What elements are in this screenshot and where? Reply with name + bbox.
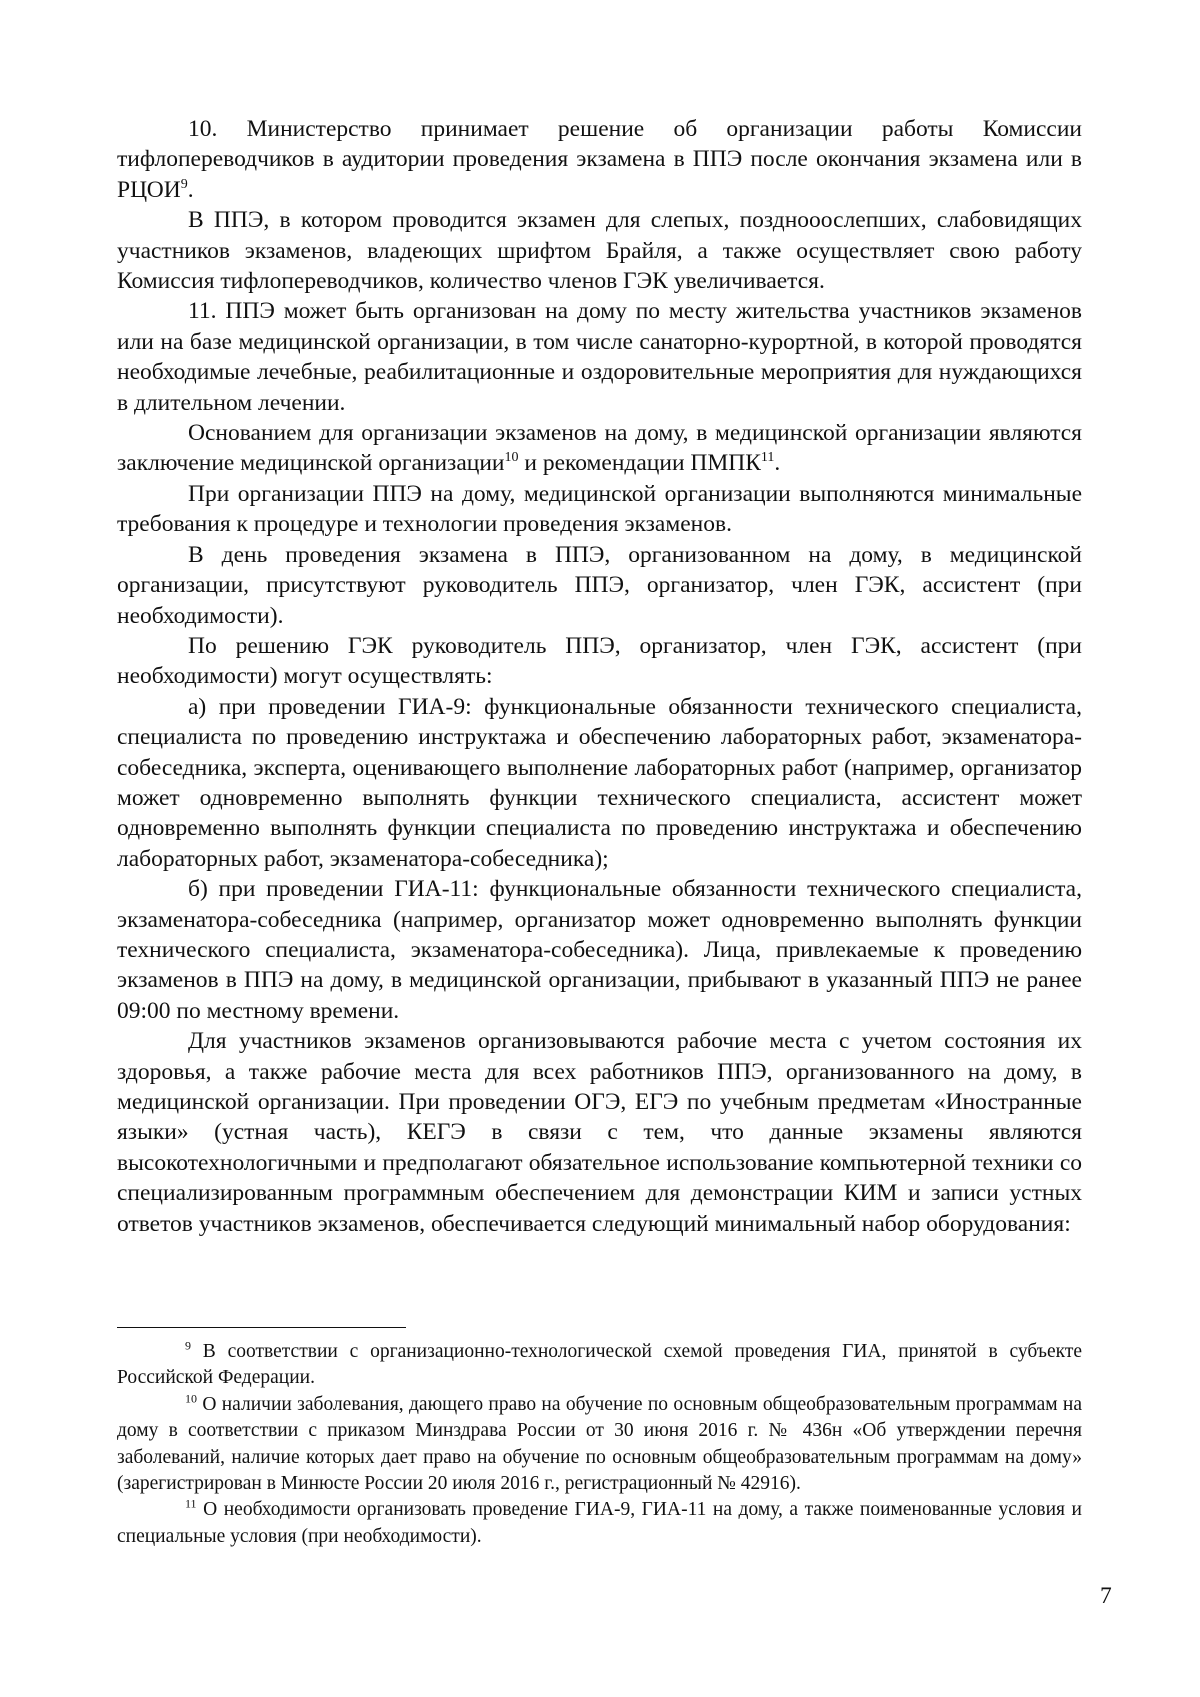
paragraph-basis (117, 418, 1082, 479)
paragraph-text: 10. Министерство принимает решение об организации работы Комиссии тифлопереводчиков в аудитории проведения экзамена в ППЭ после окончания экзамена или в РЦОИ (117, 116, 1082, 203)
paragraph-text: Основанием для организации экзаменов на дому, в медицинской организации являются заключение медицинской организации (117, 420, 1082, 477)
page-number: 7 (1100, 1583, 1112, 1609)
paragraph-braille: В ППЭ, в котором проводится экзамен для слепых, позднооослепших, слабовидящих участников экзаменов, владеющих шрифтом Брайля, а также осуществляет свою работу Комиссия тифлопереводчиков, количество членов ГЭК увеличивается. (117, 207, 1082, 295)
footnote-number: 11 (185, 1496, 197, 1511)
paragraph-11: 11. ППЭ может быть организован на дому по месту жительства участников экзаменов или на базе медицинской организации, в том числе санаторно-курортной, в которой проводятся необходимые лечебные, реабилитационные и оздоровительные мероприятия для нуждающихся в длительном лечении. (117, 298, 1082, 416)
footnote-11 (117, 1497, 1082, 1550)
body-text (117, 114, 1082, 1239)
paragraph-exam-day: В день проведения экзамена в ППЭ, организованном на дому, в медицинской организации, присутствуют руководитель ППЭ, организатор, член ГЭК, ассистент (при необходимости). (117, 541, 1082, 629)
paragraph-item-b: б) при проведении ГИА-11: функциональные обязанности технического специалиста, экзаменатора-собеседника (например, организатор может одновременно выполнять функции технического специалиста, экзаменатора-собеседника). Лица, привлекаемые к проведению экзаменов в ППЭ на дому, в медицинской организации, прибывают в указанный ППЭ не ранее 09:00 по местному времени. (117, 876, 1082, 1024)
paragraph-workplaces: Для участников экзаменов организовываются рабочие места с учетом состояния их здоровья, а также рабочие места для всех работников ППЭ, организованного на дому, в медицинской организации. При проведении ОГЭ, ЕГЭ по учебным предметам «Иностранные языки» (устная часть), КЕГЭ в связи с тем, что данные экзамены являются высокотехнологичными и предполагают обязательное использование компьютерной техники со специализированным программным обеспечением для демонстрации КИМ и записи устных ответов участников экзаменов, обеспечивается следующий минимальный набор оборудования: (117, 1028, 1082, 1237)
paragraph-requirements: При организации ППЭ на дому, медицинской организации выполняются минимальные требования к процедуре и технологии проведения экзаменов. (117, 480, 1082, 538)
footnote-ref-10: 10 (504, 450, 519, 466)
paragraph-text-end: . (774, 450, 781, 477)
footnotes (117, 1339, 1082, 1550)
footnote-number: 10 (185, 1391, 197, 1406)
footnote-divider (117, 1327, 406, 1328)
footnote-ref-11: 11 (760, 450, 775, 466)
footnote-text: О необходимости организовать проведение ГИА-9, ГИА-11 на дому, а также поименованные условия и специальные условия (при необходимости). (117, 1499, 1082, 1547)
footnote-10 (117, 1392, 1082, 1498)
footnote-text: В соответствии с организационно-технологической схемой проведения ГИА, принятой в субъекте Российской Федерации. (117, 1341, 1082, 1389)
paragraph-item-a: а) при проведении ГИА-9: функциональные обязанности технического специалиста, специалиста по проведению инструктажа и обеспечению лабораторных работ, экзаменатора-собеседника, эксперта, оценивающего выполнение лабораторных работ (например, организатор может одновременно выполнять функции технического специалиста, ассистент может одновременно выполнять функции специалиста по проведению инструктажа и обеспечению лабораторных работ, экзаменатора-собеседника); (117, 693, 1082, 872)
footnote-ref-9: 9 (180, 176, 188, 192)
paragraph-gek-decision: По решению ГЭК руководитель ППЭ, организатор, член ГЭК, ассистент (при необходимости) могут осуществлять: (117, 632, 1082, 690)
paragraph-text-tail: . (187, 176, 194, 203)
footnote-text: О наличии заболевания, дающего право на обучение по основным общеобразовательным программам на дому в соответствии с приказом Минздрава России от 30 июня 2016 г. № 436н «Об утверждении перечня заболеваний, наличие которых дает право на обучение по основным общеобразовательным программам на дому» (зарегистрирован в Минюсте России 20 июля 2016 г., регистрационный № 42916). (117, 1393, 1082, 1495)
paragraph-10 (117, 114, 1082, 205)
footnote-9 (117, 1339, 1082, 1392)
footnote-number: 9 (185, 1338, 191, 1353)
paragraph-text-tail: и рекомендации ПМПК (518, 450, 761, 477)
